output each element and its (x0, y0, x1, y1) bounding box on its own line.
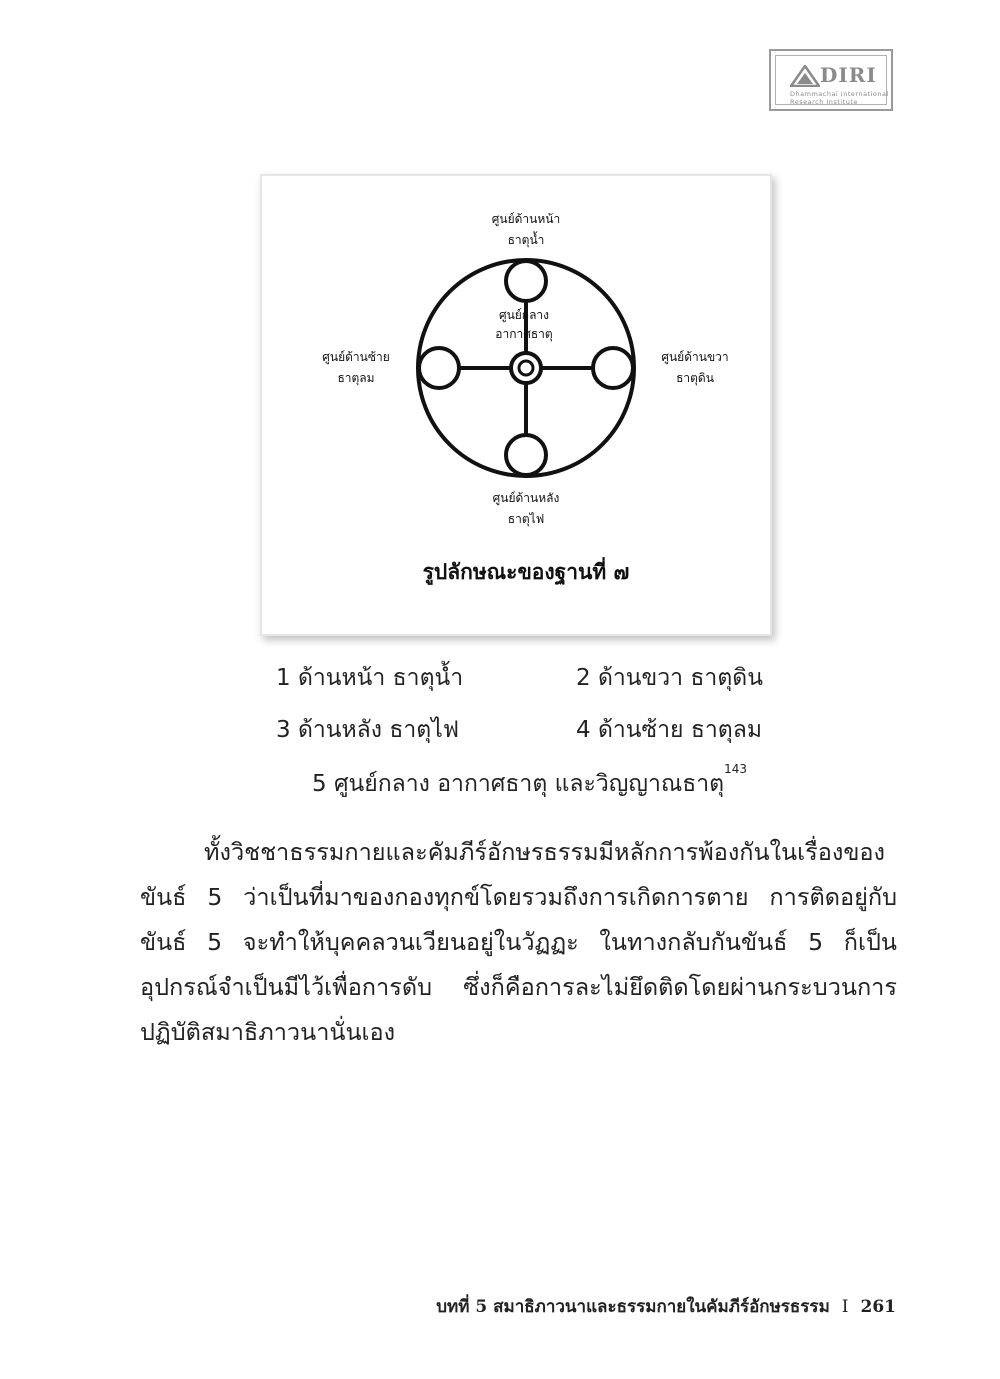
caption-item-1: 1 ด้านหน้า ธาตุน้ำ (276, 665, 464, 691)
chapter-title: บทที่ 5 สมาธิภาวนาและธรรมกายในคัมภีร์อักษรธรรม (436, 1297, 830, 1317)
diri-logo (769, 49, 893, 111)
top-label-line1: ศูนย์ด้านหน้า (491, 212, 561, 226)
bottom-node (506, 435, 546, 475)
left-label-line1: ศูนย์ด้านซ้าย (322, 350, 390, 364)
page-footer (436, 1293, 896, 1320)
body-paragraph (140, 830, 897, 1055)
right-label-line1: ศูนย์ด้านขวา (661, 350, 729, 364)
caption-item-5-text: 5 ศูนย์กลาง อากาศธาตุ และวิญญาณธาตุ (312, 771, 725, 797)
top-label-line2: ธาตุน้ำ (507, 233, 545, 247)
center-label-line2: อากาศธาตุ (495, 327, 553, 341)
figure-panel (262, 176, 770, 634)
center-node-outer (511, 353, 541, 383)
right-node (593, 348, 633, 388)
caption-item-5 (312, 762, 748, 802)
paragraph-text: ทั้งวิชชาธรรมกายและคัมภีร์อักษรธรรมมีหลักการพ้องกันในเรื่องของขันธ์ 5 ว่าเป็นที่มาของกองทุกข์โดยรวมถึงการเกิดการตาย การติดอยู่กับขันธ์ 5 จะทำให้บุคคลวนเวียนอยู่ในวัฏฏะ ในทางกลับกันขันธ์ 5 ก็เป็นอุปกรณ์จำเป็นมีไว้เพื่อการดับ ซึ่งก็คือการละไม่ยึดติดโดยผ่านกระบวนการปฏิบัติสมาธิภาวนานั่นเอง (140, 838, 897, 1046)
footer-separator: I (841, 1297, 849, 1317)
caption-item-3: 3 ด้านหลัง ธาตุไฟ (276, 717, 460, 743)
triangle-icon (790, 65, 820, 87)
logo-subtitle-1: Dhammachai International (790, 90, 889, 98)
right-label-line2: ธาตุดิน (676, 371, 714, 385)
center-label-line1: ศูนย์กลาง (498, 308, 550, 322)
left-label-line2: ธาตุลม (337, 371, 375, 385)
caption-item-2: 2 ด้านขวา ธาตุดิน (576, 665, 763, 691)
bottom-label-line1: ศูนย์ด้านหลัง (492, 491, 560, 505)
footnote-ref[interactable]: 143 (724, 762, 748, 776)
bottom-label-line2: ธาตุไฟ (507, 512, 545, 526)
seventh-base-diagram (262, 176, 770, 634)
figure-title: รูปลักษณะของฐานที่ ๗ (422, 560, 630, 584)
left-node (419, 348, 459, 388)
top-node (506, 261, 546, 301)
caption-item-4: 4 ด้านซ้าย ธาตุลม (576, 717, 762, 743)
logo-name: DIRI (820, 63, 877, 87)
logo-subtitle-2: Research Institute (790, 98, 858, 106)
logo-frame (775, 55, 887, 105)
page-number: 261 (860, 1297, 896, 1317)
